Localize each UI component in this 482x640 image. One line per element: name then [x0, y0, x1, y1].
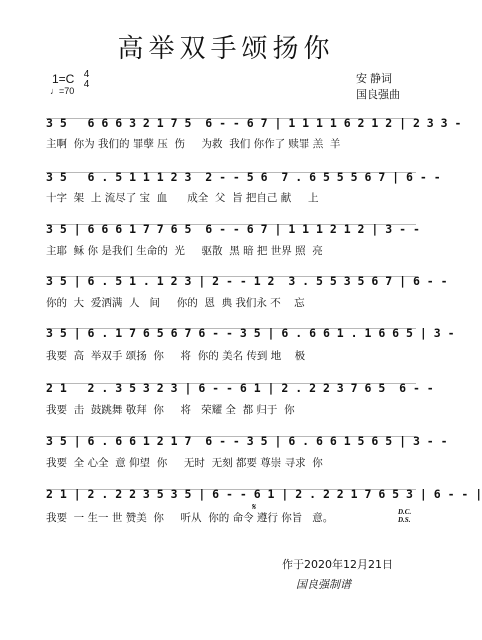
notation-row-4: 3 5 | 6 . 5 1 . 1 2 3 | 2 - - 1 2 3 . 5 5 3 5 6 7 | 6 - -: [46, 274, 448, 288]
notation-row-5: 3 5 | 6 . 1 7 6 5 6 7 6 - - 3 5 | 6 . 6 6 1 . 1 6 6 5 | 3 -: [46, 326, 455, 340]
lyric-row-4: 你的 大 爱洒满 人 间 你的 恩 典 我们永 不 忘: [46, 297, 305, 309]
ds-mark: D.S.: [398, 516, 411, 524]
notation-row-3: 3 5 | 6 6 6 1 7 7 6 5 6 - - 6 7 | 1 1 1 2 1 2 | 3 - -: [46, 222, 420, 236]
lyric-row-8: 我要 一 生一 世 赞美 你 听从 你的 命令 遵行 你旨 意。: [46, 512, 334, 524]
dc-mark: D.C.: [398, 508, 412, 516]
composer-credit: 国良强曲: [356, 89, 400, 101]
lyric-row-1: 主啊 你为 我们的 罪孽 压 伤 为救 我们 你作了 赎罪 羔 羊: [46, 138, 341, 150]
time-bottom: 4: [83, 79, 90, 90]
lyric-row-2: 十字 架 上 流尽了 宝 血 成全 父 旨 把自己 献 上: [46, 192, 319, 204]
notation-row-7: 3 5 | 6 . 6 6 1 2 1 7 6 - - 3 5 | 6 . 6 6 1 5 6 5 | 3 - -: [46, 434, 448, 448]
lyric-row-6: 我要 击 鼓跳舞 敬拜 你 将 荣耀 全 都 归于 你: [46, 404, 295, 416]
lyric-row-7: 我要 全 心全 意 仰望 你 无时 无刻 都要 尊崇 寻求 你: [46, 457, 323, 469]
key-label: 1=C: [52, 72, 75, 87]
lyric-row-3: 主耶 稣 你 是我们 生命的 光 驱散 黑 暗 把 世界 照 亮: [46, 245, 323, 257]
notation-row-1: 3 5 6 6 6 3 2 1 7 5 6 - - 6 7 | 1 1 1 1 6 2 1 2 | 2 3 3 -: [46, 116, 462, 130]
time-signature: [84, 70, 90, 90]
notation-row-6: 2 1 2 . 3 5 3 2 3 | 6 - - 6 1 | 2 . 2 2 3 7 6 5 6 - -: [46, 381, 434, 395]
segno-sign: 𝄋: [252, 502, 257, 513]
song-title: 高举双手颂扬你: [117, 34, 335, 64]
lyricist-credit: 安 静词: [356, 73, 393, 85]
score-maker: 国良强制谱: [296, 578, 351, 591]
tempo-mark: ♩=70: [50, 86, 75, 96]
time-top: 4: [83, 69, 90, 80]
notation-row-2: 3 5 6 . 5 1 1 1 2 3 2 - - 5 6 7 . 6 5 5 5 6 7 | 6 - -: [46, 170, 441, 184]
composition-date: 作于2020年12月21日: [282, 558, 393, 571]
notation-row-8: 2 1 | 2 . 2 2 3 5 3 5 | 6 - - 6 1 | 2 . 2 2 1 7 6 5 3 | 6 - - |: [46, 487, 482, 501]
lyric-row-5: 我要 高 举双手 颂扬 你 将 你的 美名 传到 地 极: [46, 350, 306, 362]
dc-ds-marking: [398, 508, 411, 524]
